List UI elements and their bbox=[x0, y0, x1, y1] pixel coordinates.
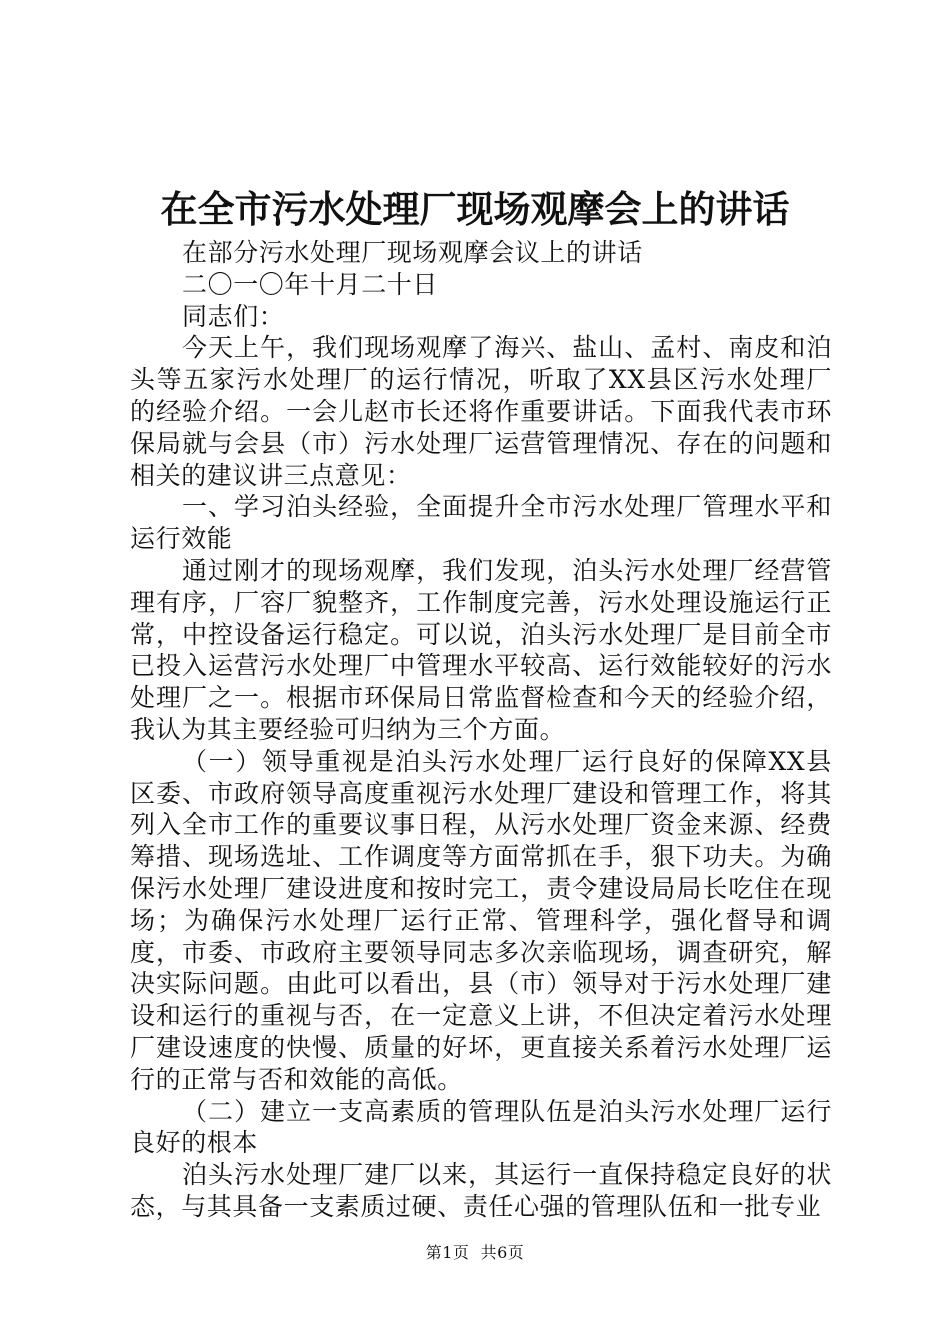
body-paragraph: （一）领导重视是泊头污水处理厂运行良好的保障XX县区委、市政府领导高度重视污水处理厂建设和管理工作，将其列入全市工作的重要议事日程，从污水处理厂资金来源、经费筹措、现场选址、工作调度等方面常抓在手，狠下功夫。为确保污水处理厂建设进度和按时完工，责令建设局局长吃住在现场；为确保污水处理厂运行正常、管理科学，强化督导和调度，市委、市政府主要领导同志多次亲临现场，调查研究，解决实际问题。由此可以看出，县（市）领导对于污水处理厂建设和运行的重视与否，在一定意义上讲，不但决定着污水处理厂建设速度的快慢、质量的好坏，更直接关系着污水处理厂运行的正常与否和效能的高低。 bbox=[130, 746, 832, 1094]
body-paragraph: 今天上午，我们现场观摩了海兴、盐山、孟村、南皮和泊头等五家污水处理厂的运行情况，听取了XX县区污水处理厂的经验介绍。一会儿赵市长还将作重要讲话。下面我代表市环保局就与会县（市）污水处理厂运营管理情况、存在的问题和相关的建议讲三点意见： bbox=[130, 333, 832, 490]
salutation-paragraph: 同志们： bbox=[182, 301, 285, 331]
subsection-heading: （二）建立一支高素质的管理队伍是泊头污水处理厂运行良好的根本 bbox=[130, 1096, 832, 1158]
document-body bbox=[130, 237, 832, 1223]
body-paragraph: 泊头污水处理厂建厂以来，其运行一直保持稳定良好的状态，与其具备一支素质过硬、责任心强的管理队伍和一批专业 bbox=[130, 1160, 832, 1221]
section-heading: 一、学习泊头经验，全面提升全市污水处理厂管理水平和运行效能 bbox=[130, 492, 832, 554]
document-title: 在全市污水处理厂现场观摩会上的讲话 bbox=[160, 187, 790, 231]
page-number-label: 第1页 共6页 bbox=[425, 1243, 525, 1262]
subtitle-paragraph: 在部分污水处理厂现场观摩会议上的讲话 bbox=[182, 238, 643, 267]
page-footer bbox=[0, 1243, 950, 1263]
date-paragraph: 二〇一〇年十月二十日 bbox=[182, 269, 439, 299]
body-paragraph: 通过刚才的现场观摩，我们发现，泊头污水处理厂经营管理有序，厂容厂貌整齐，工作制度完善，污水处理设施运行正常，中控设备运行稳定。可以说，泊头污水处理厂是目前全市已投入运营污水处理厂中管理水平较高、运行效能较好的污水处理厂之一。根据市环保局日常监督检查和今天的经验介绍，我认为其主要经验可归纳为三个方面。 bbox=[130, 555, 832, 744]
